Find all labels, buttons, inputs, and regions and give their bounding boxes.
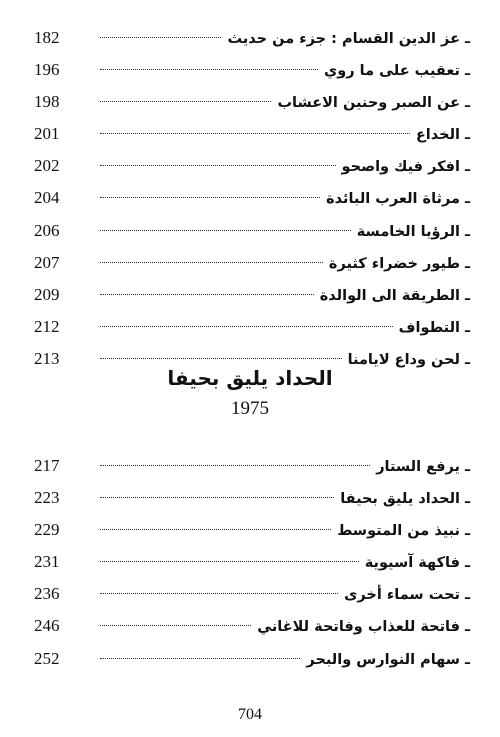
- leader-dots: [100, 230, 351, 231]
- toc-title: ـ تعقيب على ما روي: [323, 63, 470, 80]
- toc-title: ـ الرؤيا الخامسة: [356, 223, 470, 240]
- toc-title: ـ طيور خضراء كثيرة: [328, 255, 470, 272]
- toc-title: ـ عن الصبر وحنين الاعشاب: [277, 95, 470, 112]
- toc-entry: [34, 311, 470, 343]
- leader-dots: [100, 593, 338, 594]
- toc-list-bottom: [34, 450, 470, 675]
- leader-dots: [100, 133, 410, 134]
- leader-dots: [100, 165, 336, 166]
- leader-dots: [100, 262, 323, 263]
- toc-page-number: 252: [34, 648, 60, 668]
- leader-dots: [100, 625, 251, 626]
- leader-dots: [100, 497, 334, 498]
- leader-dots: [100, 529, 331, 530]
- toc-entry: [34, 450, 470, 482]
- toc-page-number: 182: [34, 28, 60, 47]
- toc-page-number: 206: [34, 220, 60, 240]
- toc-entry: [34, 215, 470, 247]
- toc-entry: [34, 150, 470, 182]
- toc-list-top: [34, 22, 470, 375]
- toc-entry: [34, 118, 470, 150]
- page-number: 704: [238, 706, 262, 723]
- toc-page-number: 202: [34, 156, 60, 176]
- toc-page-number: 209: [34, 284, 60, 304]
- toc-title: ـ نبيذ من المتوسط: [337, 523, 470, 540]
- toc-title: ـ فاكهة آسيوية: [364, 555, 470, 572]
- leader-dots: [100, 465, 370, 466]
- leader-dots: [100, 294, 314, 295]
- toc-entry: [34, 247, 470, 279]
- toc-entry: [34, 546, 470, 578]
- toc-title: ـ الخداع: [415, 127, 470, 144]
- leader-dots: [100, 658, 300, 659]
- toc-entry: [34, 279, 470, 311]
- toc-entry: [34, 482, 470, 514]
- toc-page-number: 231: [34, 552, 60, 572]
- toc-entry: [34, 182, 470, 214]
- toc-page-number: 223: [34, 488, 60, 508]
- toc-page-number: 217: [34, 456, 60, 475]
- toc-title: ـ التطواف: [398, 319, 470, 336]
- toc-entry: [34, 54, 470, 86]
- leader-dots: [100, 101, 271, 102]
- toc-page-number: 229: [34, 520, 60, 540]
- toc-title: ـ فاتحة للعذاب وفاتحة للاغاني: [257, 619, 470, 636]
- leader-dots: [100, 326, 393, 327]
- section-heading: الحداد يليق بحيفا: [167, 366, 333, 390]
- toc-title: ـ عز الدين القسام : جزء من حديث: [227, 31, 470, 47]
- toc-page-number: 198: [34, 92, 60, 112]
- toc-title: ـ سهام النوارس والبحر: [306, 651, 470, 668]
- toc-title: ـ مرثاة العرب البائدة: [326, 191, 470, 208]
- leader-dots: [100, 69, 318, 70]
- toc-title: ـ افكر فيك واصحو: [341, 159, 470, 176]
- toc-page-number: 246: [34, 616, 60, 636]
- section-year: 1975: [231, 398, 269, 419]
- toc-title: ـ تحت سماء أخرى: [344, 587, 470, 604]
- toc-entry: [34, 578, 470, 610]
- leader-dots: [100, 37, 221, 38]
- toc-page-number: 201: [34, 124, 60, 144]
- toc-page-number: 213: [34, 348, 60, 368]
- toc-page-number: 204: [34, 188, 60, 208]
- toc-entry: [34, 22, 470, 54]
- leader-dots: [100, 197, 320, 198]
- toc-page-number: 196: [34, 60, 60, 80]
- toc-title: ـ الحداد يليق بحيفا: [340, 491, 470, 508]
- toc-entry: [34, 514, 470, 546]
- toc-title: ـ لحن وداع لايامنا: [347, 351, 470, 368]
- toc-title: ـ الطريقة الى الوالدة: [319, 287, 470, 304]
- toc-page-number: 236: [34, 584, 60, 604]
- toc-page-number: 212: [34, 316, 60, 336]
- toc-entry: [34, 643, 470, 675]
- toc-entry: [34, 86, 470, 118]
- toc-entry: [34, 610, 470, 642]
- leader-dots: [100, 561, 359, 562]
- leader-dots: [100, 358, 342, 359]
- toc-title: ـ يرفع الستار: [376, 459, 470, 475]
- toc-page-number: 207: [34, 252, 60, 272]
